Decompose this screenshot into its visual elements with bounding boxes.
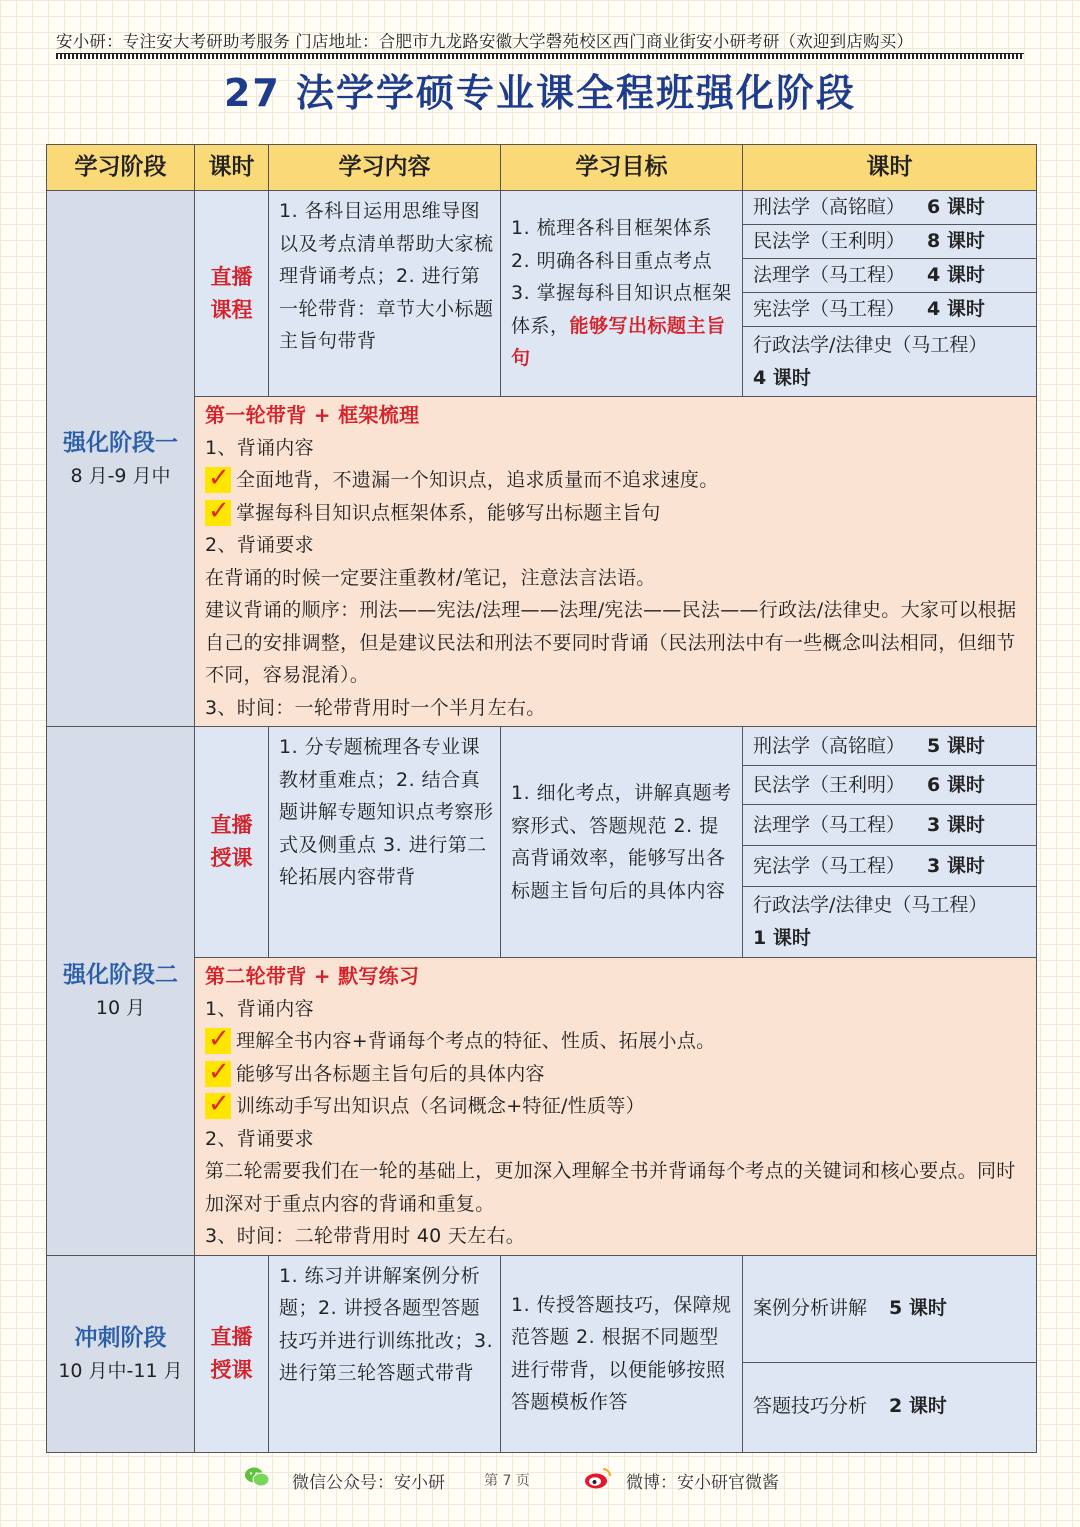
stage3-goal: 1. 传授答题技巧，保障规范答题 2. 根据不同题型进行带背，以便能够按照答题模板作答 [501,1255,743,1452]
col-header-hours: 课时 [743,145,1037,191]
hours-row: 答题技巧分析 2 课时 [753,1395,947,1418]
stage3-cell [47,1255,195,1452]
stage1-notes [195,397,1037,727]
stage1-date: 8 月-9 月中 [70,464,171,487]
stage1-content: 1. 各科目运用思维导图以及考点清单帮助大家梳理背诵考点；2. 进行第一轮带背：章节大小标题主旨句带背 [269,191,501,397]
stage1-req2: 建议背诵的顺序：刑法——宪法/法理——法理/宪法——民法——行政法/法律史。大家可以根据自己的安排调整，但是建议民法和刑法不要同时背诵（民法刑法中有一些概念叫法相同，但细节不同，容易混淆）。 [205,599,1017,686]
stage2-content: 1. 分专题梳理各专业课教材重难点；2. 结合真题讲解专题知识点考察形式及侧重点 3. 进行第二轮拓展内容带背 [269,727,501,958]
footer [0,1466,1080,1496]
hours-row: 刑法学（高铭暄） 6 课时 [743,191,1036,225]
stage1-req1: 在背诵的时候一定要注重教材/笔记，注意法言法语。 [205,566,656,589]
stage3-mode: 直播授课 [195,1255,269,1452]
stage1-section1: 1、背诵内容 [205,436,314,459]
hours-row: 民法学（王利明） 8 课时 [743,225,1036,259]
stage2-notes-heading: 第二轮带背 + 默写练习 [205,964,420,988]
stage1-section2: 2、背诵要求 [205,534,314,556]
hours-row: 案例分析讲解 5 课时 [743,1256,1036,1363]
weibo-account: 微博：安小研官微酱 [626,1473,779,1493]
stage2-mode: 直播授课 [195,727,269,958]
col-header-goal: 学习目标 [501,145,743,191]
stage1-goal-highlight: 能够写出标题主旨句 [511,314,726,370]
list-item: ✓ 训练动手写出知识点（名词概念+特征/性质等） [205,1090,1030,1123]
stage2-name: 强化阶段二 [63,961,178,988]
col-header-mode: 课时 [195,145,269,191]
page-title: 27 法学学硕专业课全程班强化阶段 [223,71,857,115]
list-item: ✓ 全面地背，不遗漏一个知识点，追求质量而不追求速度。 [205,464,1030,497]
stage2-req1: 第二轮需要我们在一轮的基础上，更加深入理解全书并背诵每个考点的关键词和核心要点。同时加深对于重点内容的背诵和重复。 [205,1160,1016,1215]
stage1-notes-row [47,397,1037,727]
col-header-content: 学习内容 [269,145,501,191]
stage3-date: 10 月中-11 月 [58,1359,183,1382]
stage1-name: 强化阶段一 [63,429,178,456]
stage1-time: 3、时间：一轮带背用时一个半月左右。 [205,696,546,719]
stage2-notes [195,958,1037,1256]
list-item: ✓ 能够写出各标题主旨句后的具体内容 [205,1058,1030,1091]
header-divider [56,53,1024,59]
stage2-hours [743,727,1037,958]
list-item: ✓ 理解全书内容+背诵每个考点的特征、性质、拓展小点。 [205,1025,1030,1058]
hours-row: 民法学（王利明） 6 课时 [743,766,1036,805]
wechat-account: 微信公众号：安小研 [292,1473,445,1493]
table-header-row [47,145,1037,191]
stage3-name: 冲刺阶段 [74,1324,167,1351]
stage1-cell [47,191,195,727]
stage1-goal: 1. 梳理各科目框架体系 2. 明确各科目重点考点 3. 掌握每科目知识点框架体系，能够写出标题主旨句 [501,191,743,397]
hours-row: 行政法学/法律史（马工程） 4 课时 [753,334,988,389]
stage2-goal: 1. 细化考点，讲解真题考察形式、答题规范 2. 提高背诵效率，能够写出各标题主旨句后的具体内容 [501,727,743,958]
stage2-cell [47,727,195,1256]
check-icon [205,500,231,526]
page-number: 第 7 页 [484,1473,530,1489]
check-icon [205,467,231,493]
stage3-row [47,1255,1037,1452]
check-icon [205,1061,231,1087]
stage2-section1: 1、背诵内容 [205,997,314,1020]
hours-row: 法理学（马工程） 3 课时 [743,805,1036,846]
stage2-time: 3、时间：二轮带背用时 40 天左右。 [205,1225,526,1247]
store-info: 安小研：专注安大考研助考服务 门店地址：合肥市九龙路安徽大学磬苑校区西门商业街安小研考研（欢迎到店购买） [56,32,914,51]
wechat-icon [244,1466,270,1488]
check-icon [205,1028,231,1054]
stage3-hours [743,1255,1037,1452]
stage1-hours [743,191,1037,397]
stage2-date: 10 月 [95,996,146,1019]
stage1-mode: 直播课程 [195,191,269,397]
list-item: ✓ 掌握每科目知识点框架体系，能够写出标题主旨句 [205,497,1030,530]
stage3-content: 1. 练习并讲解案例分析题；2. 讲授各题型答题技巧并进行训练批改；3. 进行第三轮答题式带背 [269,1255,501,1452]
hours-row: 行政法学/法律史（马工程） 1 课时 [753,894,988,949]
course-plan-table [46,144,1037,1453]
check-icon [205,1093,231,1119]
hours-row: 宪法学（马工程） 4 课时 [743,293,1036,327]
stage2-notes-row [47,958,1037,1256]
stage2-section2: 2、背诵要求 [205,1127,314,1150]
weibo-icon [584,1466,612,1490]
hours-row: 刑法学（高铭暄） 5 课时 [743,727,1036,766]
stage1-row [47,191,1037,397]
stage2-row [47,727,1037,958]
stage1-notes-heading: 第一轮带背 + 框架梳理 [205,403,420,427]
col-header-stage: 学习阶段 [47,145,195,191]
hours-row: 法理学（马工程） 4 课时 [743,259,1036,293]
hours-row: 宪法学（马工程） 3 课时 [743,846,1036,887]
